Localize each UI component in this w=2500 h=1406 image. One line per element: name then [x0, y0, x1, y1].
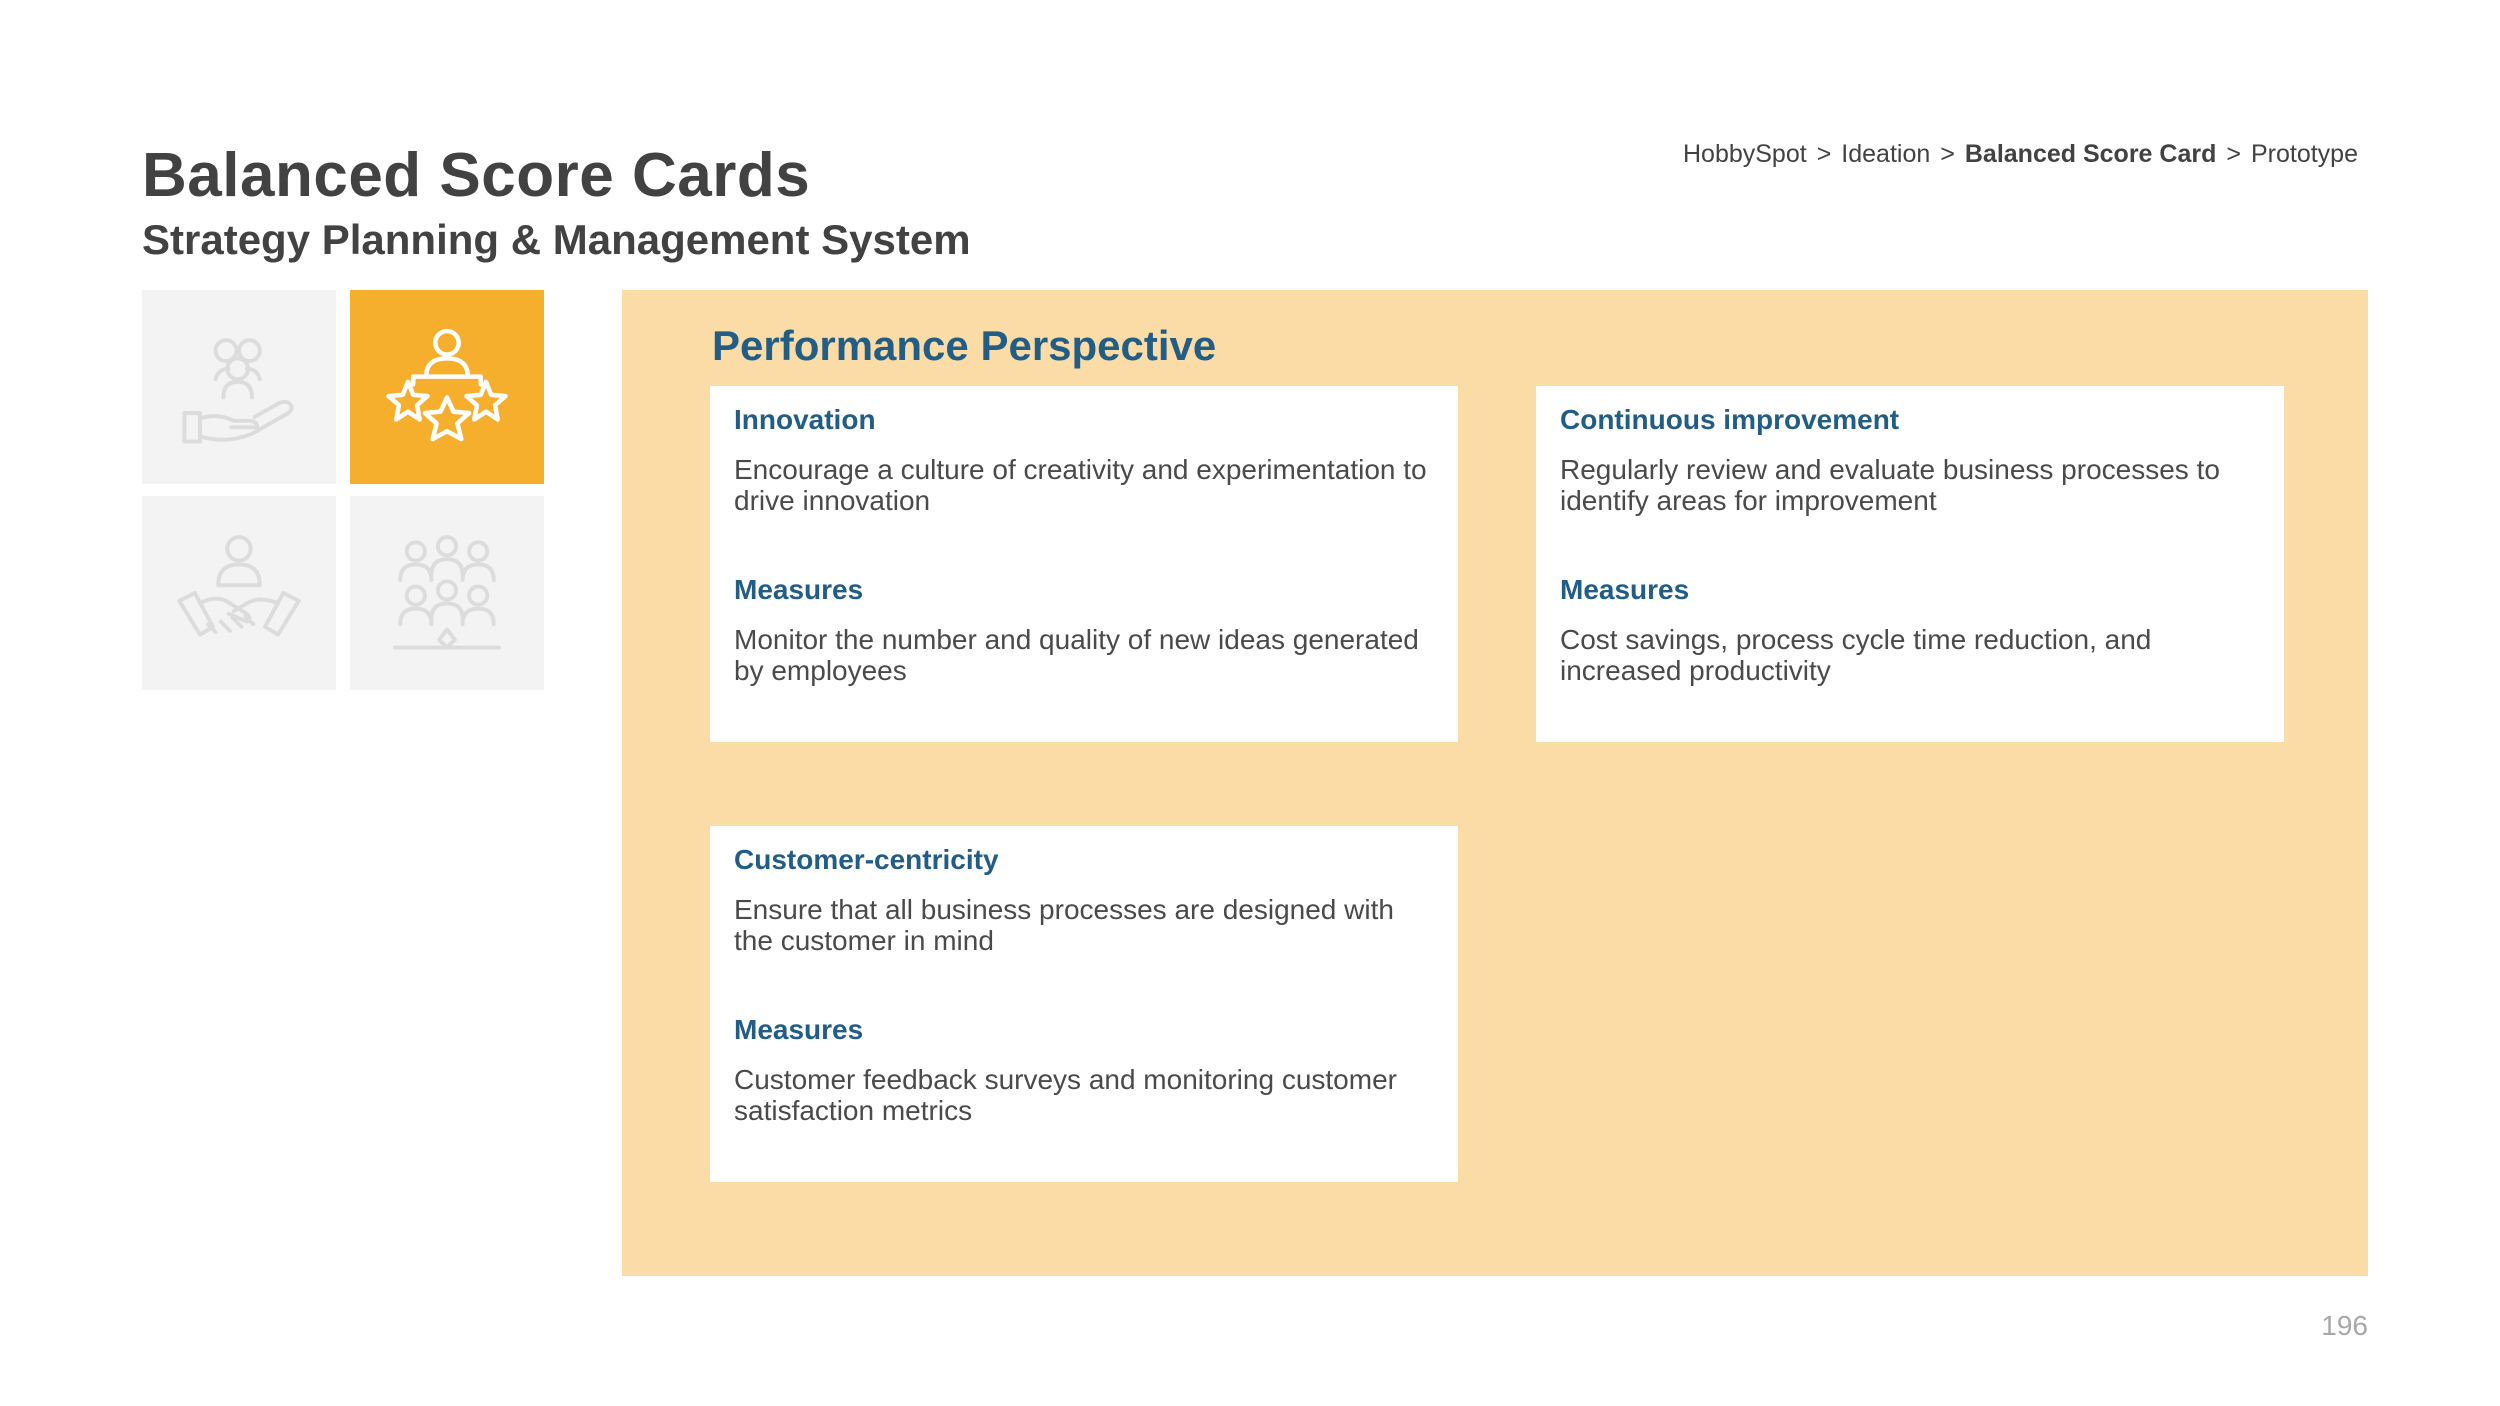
card-description: Ensure that all business processes are designed with the customer in mind: [734, 894, 1394, 956]
page-number: 196: [2321, 1310, 2368, 1341]
card-description: Encourage a culture of creativity and experimentation to drive innovation: [734, 454, 1427, 516]
measures-heading: Measures: [734, 1014, 864, 1045]
card-customer-centricity: [710, 826, 1458, 1182]
nav-tile-team-network[interactable]: [350, 496, 544, 690]
measures-description: Cost savings, process cycle time reduction, and increased productivity: [1560, 624, 2152, 686]
person-stars-icon: [382, 322, 512, 452]
card-heading: Customer-centricity: [734, 844, 999, 875]
breadcrumb-separator: >: [1940, 140, 1955, 168]
card-innovation: [710, 386, 1458, 742]
breadcrumb-separator: >: [2226, 140, 2241, 168]
card-heading: Innovation: [734, 404, 876, 435]
page-subtitle: Strategy Planning & Management System: [142, 216, 971, 263]
breadcrumb: [1683, 140, 2358, 169]
measures-heading: Measures: [1560, 574, 1690, 605]
nav-tile-person-stars[interactable]: [350, 290, 544, 484]
breadcrumb-separator: >: [1816, 140, 1832, 168]
card-heading: Continuous improvement: [1560, 404, 1900, 435]
card-continuous-improvement: [1536, 386, 2284, 742]
handshake-person-icon: [174, 528, 304, 658]
nav-tile-hand-people[interactable]: [142, 290, 336, 484]
panel-title: Performance Perspective: [712, 322, 1217, 369]
measures-description: Customer feedback surveys and monitoring customer satisfaction metrics: [734, 1064, 1397, 1126]
breadcrumb-item-ideation[interactable]: Ideation: [1841, 140, 1931, 168]
team-network-icon: [382, 528, 512, 658]
page-title: Balanced Score Cards: [142, 141, 811, 210]
card-description: Regularly review and evaluate business processes to identify areas for improvement: [1560, 454, 2220, 516]
breadcrumb-item-hobbyspot[interactable]: HobbySpot: [1682, 140, 1807, 168]
breadcrumb-item-prototype[interactable]: Prototype: [2250, 140, 2358, 168]
nav-tile-handshake-person[interactable]: [142, 496, 336, 690]
measures-heading: Measures: [734, 574, 864, 605]
breadcrumb-item-balanced-score-card[interactable]: Balanced Score Card: [1964, 140, 2217, 168]
measures-description: Monitor the number and quality of new ideas generated by employees: [734, 624, 1419, 686]
hand-people-icon: [174, 322, 304, 452]
